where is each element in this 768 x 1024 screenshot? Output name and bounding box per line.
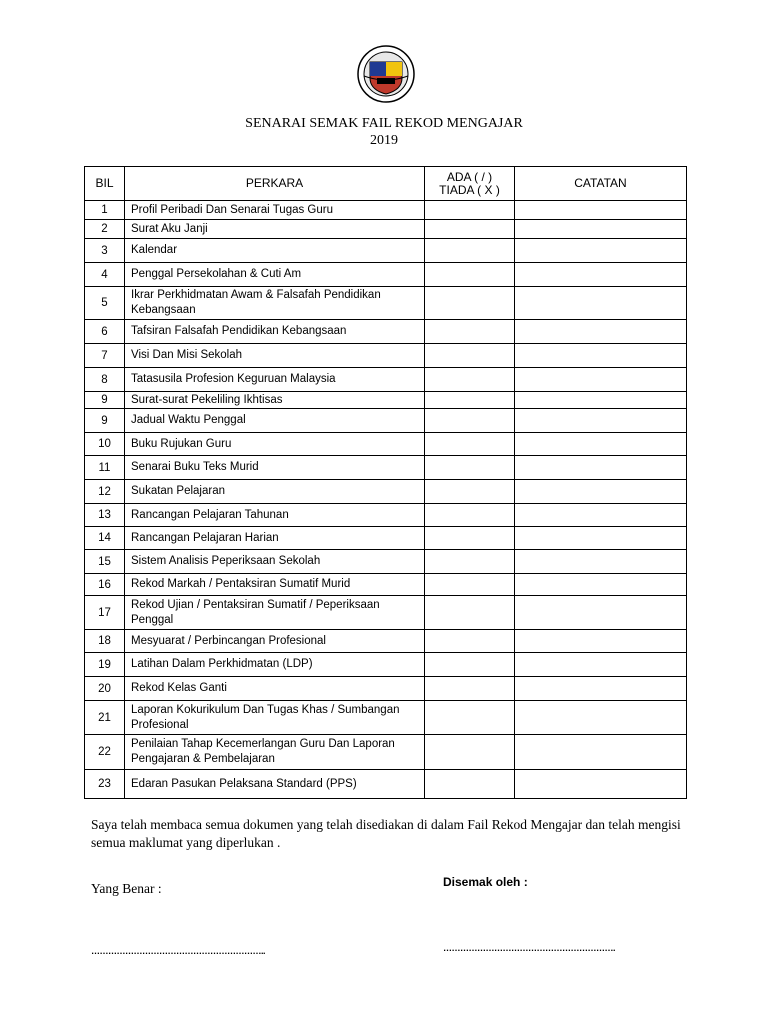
row-catatan-cell[interactable] — [515, 263, 687, 287]
table-row — [85, 368, 687, 392]
row-catatan-cell[interactable] — [515, 409, 687, 433]
declaration-statement: Saya telah membaca semua dokumen yang telah disediakan di dalam Fail Rekod Mengajar dan telah mengisi semua maklumat yang diperlukan . — [91, 817, 681, 850]
row-ada-tiada-cell[interactable] — [425, 344, 515, 368]
signature-line-right[interactable]: ……………………………………………………. — [443, 943, 616, 953]
row-number: 10 — [85, 433, 125, 456]
table-row — [85, 504, 687, 527]
row-item: Jadual Waktu Penggal — [125, 409, 425, 433]
row-ada-tiada-cell[interactable] — [425, 201, 515, 220]
table-row — [85, 344, 687, 368]
row-number: 15 — [85, 550, 125, 574]
table-row — [85, 527, 687, 550]
row-catatan-cell[interactable] — [515, 392, 687, 409]
row-catatan-cell[interactable] — [515, 456, 687, 480]
row-catatan-cell[interactable] — [515, 527, 687, 550]
row-ada-tiada-cell[interactable] — [425, 480, 515, 504]
school-crest-logo — [356, 44, 416, 104]
row-catatan-cell[interactable] — [515, 220, 687, 239]
table-row — [85, 320, 687, 344]
table-row — [85, 201, 687, 220]
table-row — [85, 263, 687, 287]
row-catatan-cell[interactable] — [515, 320, 687, 344]
row-item: Penilaian Tahap Kecemerlangan Guru Dan Laporan Pengajaran & Pembelajaran — [125, 735, 425, 770]
row-number: 20 — [85, 677, 125, 701]
header-ada-tiada — [425, 167, 515, 201]
row-number: 9 — [85, 392, 125, 409]
row-item: Tatasusila Profesion Keguruan Malaysia — [125, 368, 425, 392]
table-row — [85, 630, 687, 653]
row-catatan-cell[interactable] — [515, 550, 687, 574]
row-ada-tiada-cell[interactable] — [425, 735, 515, 770]
row-number: 11 — [85, 456, 125, 480]
table-row — [85, 550, 687, 574]
row-catatan-cell[interactable] — [515, 433, 687, 456]
row-item: Senarai Buku Teks Murid — [125, 456, 425, 480]
row-number: 21 — [85, 701, 125, 735]
row-number: 13 — [85, 504, 125, 527]
row-catatan-cell[interactable] — [515, 201, 687, 220]
row-item: Kalendar — [125, 239, 425, 263]
row-ada-tiada-cell[interactable] — [425, 701, 515, 735]
header-tiada: TIADA ( X ) — [439, 182, 500, 197]
row-catatan-cell[interactable] — [515, 630, 687, 653]
row-catatan-cell[interactable] — [515, 770, 687, 799]
row-item: Surat Aku Janji — [125, 220, 425, 239]
row-ada-tiada-cell[interactable] — [425, 409, 515, 433]
row-catatan-cell[interactable] — [515, 735, 687, 770]
row-catatan-cell[interactable] — [515, 574, 687, 596]
table-row — [85, 735, 687, 770]
signature-line-left[interactable]: …………………………………………………….. — [91, 946, 266, 956]
yang-benar-label: Yang Benar : — [91, 881, 162, 896]
row-ada-tiada-cell[interactable] — [425, 504, 515, 527]
table-row — [85, 239, 687, 263]
row-ada-tiada-cell[interactable] — [425, 596, 515, 630]
row-ada-tiada-cell[interactable] — [425, 770, 515, 799]
row-item: Rekod Markah / Pentaksiran Sumatif Murid — [125, 574, 425, 596]
row-item: Tafsiran Falsafah Pendidikan Kebangsaan — [125, 320, 425, 344]
table-row — [85, 409, 687, 433]
table-row — [85, 653, 687, 677]
row-ada-tiada-cell[interactable] — [425, 287, 515, 320]
row-number: 18 — [85, 630, 125, 653]
table-row — [85, 392, 687, 409]
row-item: Surat-surat Pekeliling Ikhtisas — [125, 392, 425, 409]
row-number: 12 — [85, 480, 125, 504]
row-catatan-cell[interactable] — [515, 239, 687, 263]
row-ada-tiada-cell[interactable] — [425, 456, 515, 480]
row-ada-tiada-cell[interactable] — [425, 239, 515, 263]
row-catatan-cell[interactable] — [515, 677, 687, 701]
row-ada-tiada-cell[interactable] — [425, 368, 515, 392]
table-row — [85, 433, 687, 456]
row-number: 1 — [85, 201, 125, 220]
row-catatan-cell[interactable] — [515, 701, 687, 735]
checklist-table — [84, 166, 687, 799]
row-number: 22 — [85, 735, 125, 770]
row-item: Sukatan Pelajaran — [125, 480, 425, 504]
row-item: Sistem Analisis Peperiksaan Sekolah — [125, 550, 425, 574]
row-ada-tiada-cell[interactable] — [425, 630, 515, 653]
row-catatan-cell[interactable] — [515, 344, 687, 368]
row-ada-tiada-cell[interactable] — [425, 220, 515, 239]
row-catatan-cell[interactable] — [515, 368, 687, 392]
row-number: 16 — [85, 574, 125, 596]
row-ada-tiada-cell[interactable] — [425, 263, 515, 287]
row-catatan-cell[interactable] — [515, 596, 687, 630]
table-row — [85, 574, 687, 596]
table-row — [85, 596, 687, 630]
table-row — [85, 287, 687, 320]
header-bil: BIL — [85, 167, 125, 201]
row-item: Rekod Kelas Ganti — [125, 677, 425, 701]
row-number: 14 — [85, 527, 125, 550]
row-number: 9 — [85, 409, 125, 433]
header-ada: ADA ( / ) — [446, 169, 493, 184]
table-row — [85, 677, 687, 701]
document-year: 2019 — [370, 133, 398, 148]
row-item: Laporan Kokurikulum Dan Tugas Khas / Sumbangan Profesional — [125, 701, 425, 735]
disemak-oleh-label: Disemak oleh : — [443, 875, 528, 889]
row-ada-tiada-cell[interactable] — [425, 433, 515, 456]
row-item: Mesyuarat / Perbincangan Profesional — [125, 630, 425, 653]
row-number: 17 — [85, 596, 125, 630]
row-ada-tiada-cell[interactable] — [425, 392, 515, 409]
document-title: SENARAI SEMAK FAIL REKOD MENGAJAR — [245, 116, 523, 131]
table-row — [85, 220, 687, 239]
row-ada-tiada-cell[interactable] — [425, 677, 515, 701]
row-item: Edaran Pasukan Pelaksana Standard (PPS) — [125, 770, 425, 799]
row-ada-tiada-cell[interactable] — [425, 527, 515, 550]
row-number: 19 — [85, 653, 125, 677]
row-item: Ikrar Perkhidmatan Awam & Falsafah Pendidikan Kebangsaan — [125, 287, 425, 320]
row-item: Profil Peribadi Dan Senarai Tugas Guru — [125, 201, 425, 220]
table-row — [85, 701, 687, 735]
row-item: Rekod Ujian / Pentaksiran Sumatif / Peperiksaan Penggal — [125, 596, 425, 630]
row-catatan-cell[interactable] — [515, 287, 687, 320]
row-item: Buku Rujukan Guru — [125, 433, 425, 456]
row-ada-tiada-cell[interactable] — [425, 653, 515, 677]
header-perkara: PERKARA — [125, 167, 425, 201]
row-item: Penggal Persekolahan & Cuti Am — [125, 263, 425, 287]
table-header-row — [85, 167, 687, 201]
row-ada-tiada-cell[interactable] — [425, 574, 515, 596]
row-number: 8 — [85, 368, 125, 392]
row-item: Rancangan Pelajaran Harian — [125, 527, 425, 550]
row-item: Latihan Dalam Perkhidmatan (LDP) — [125, 653, 425, 677]
row-item: Visi Dan Misi Sekolah — [125, 344, 425, 368]
row-number: 23 — [85, 770, 125, 799]
row-number: 6 — [85, 320, 125, 344]
row-number: 5 — [85, 287, 125, 320]
row-ada-tiada-cell[interactable] — [425, 550, 515, 574]
row-number: 3 — [85, 239, 125, 263]
row-item: Rancangan Pelajaran Tahunan — [125, 504, 425, 527]
table-row — [85, 770, 687, 799]
row-catatan-cell[interactable] — [515, 480, 687, 504]
header-catatan: CATATAN — [515, 167, 687, 201]
row-catatan-cell[interactable] — [515, 504, 687, 527]
row-number: 4 — [85, 263, 125, 287]
row-number: 2 — [85, 220, 125, 239]
row-ada-tiada-cell[interactable] — [425, 320, 515, 344]
table-row — [85, 456, 687, 480]
row-number: 7 — [85, 344, 125, 368]
table-row — [85, 480, 687, 504]
row-catatan-cell[interactable] — [515, 653, 687, 677]
